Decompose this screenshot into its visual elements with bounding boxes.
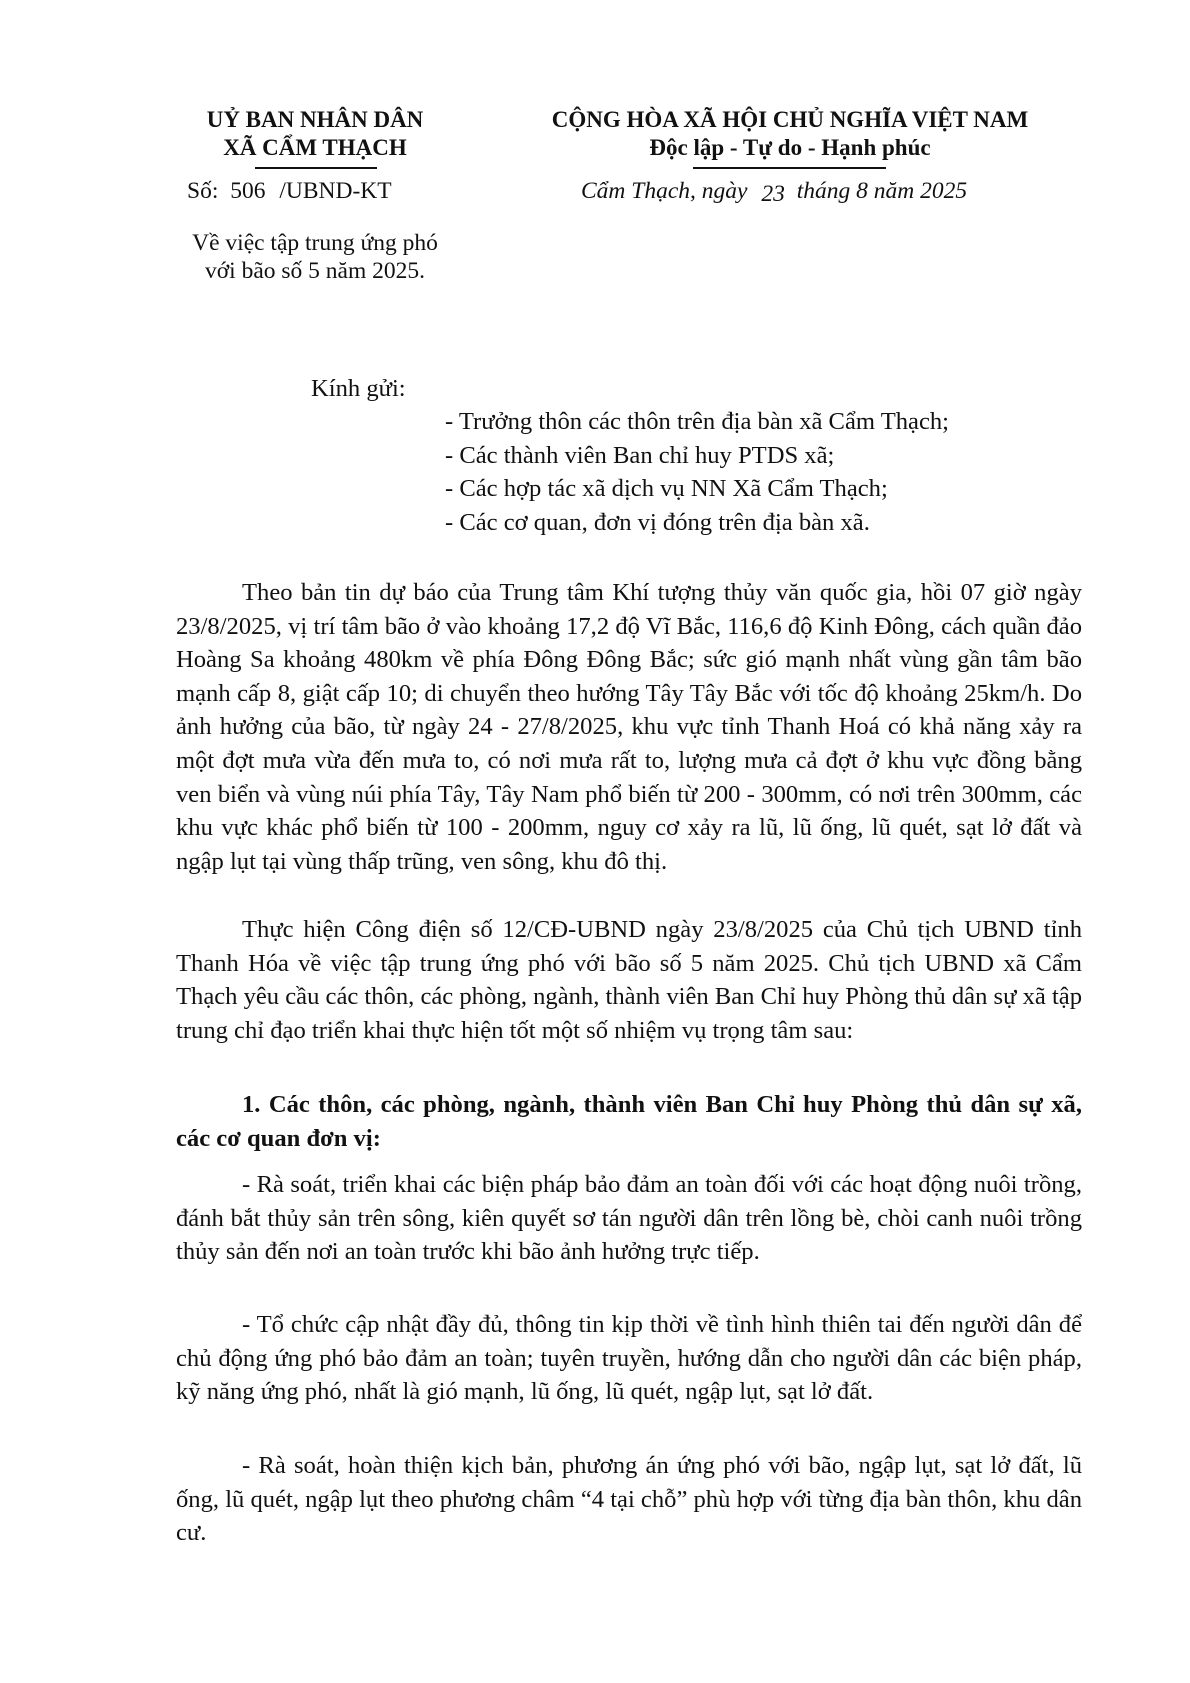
subject-line-2: với bão số 5 năm 2025. [205,258,425,284]
paragraph-text: Thực hiện Công điện số 12/CĐ-UBND ngày 23/8/2025 của Chủ tịch UBND tỉnh Thanh Hóa về việc tập trung ứng phó với bão số 5 năm 2025. Chủ tịch UBND xã Cẩm Thạch yêu cầu các thôn, các phòng, ngành, thành viên Ban Chỉ huy Phòng thủ dân sự xã tập trung chỉ đạo triển khai thực hiện tốt một số nhiệm vụ trọng tâm sau: [176,916,1082,1044]
issuer-underline [255,167,377,169]
document-number-value: 506 [230,178,266,204]
recipients-list [445,405,949,539]
recipient-item: - Các cơ quan, đơn vị đóng trên địa bàn xã. [445,508,870,536]
recipient-item: - Các hợp tác xã dịch vụ NN Xã Cẩm Thạch; [445,475,888,502]
national-title: CỘNG HÒA XÃ HỘI CHỦ NGHĨA VIỆT NAM [551,107,1029,132]
task-item-2 [176,1308,1082,1409]
motto-underline [693,167,886,169]
paragraph-text: Theo bản tin dự báo của Trung tâm Khí tượng thủy văn quốc gia, hồi 07 giờ ngày 23/8/2025, vị trí tâm bão ở vào khoảng 17,2 độ Vĩ Bắc, 116,6 độ Kinh Đông, cách quần đảo Hoàng Sa khoảng 480km về phía Đông Đông Bắc; sức gió mạnh nhất vùng gần tâm bão mạnh cấp 8, giật cấp 10; di chuyển theo hướng Tây Tây Bắc với tốc độ khoảng 25km/h. Do ảnh hưởng của bão, từ ngày 24 - 27/8/2025, khu vực tỉnh Thanh Hoá có khả năng xảy ra một đợt mưa vừa đến mưa to, có nơi mưa rất to, lượng mưa cả đợt ở khu vực đồng bằng ven biển và vùng núi phía Tây, Tây Nam phổ biến từ 200 - 300mm, có nơi trên 300mm, các khu vực khác phổ biến từ 100 - 200mm, nguy cơ xảy ra lũ, lũ ống, lũ quét, sạt lở đất và ngập lụt tại vùng thấp trũng, ven sông, khu đô thị. [176,579,1082,875]
document-number-suffix: /UBND-KT [279,178,392,204]
section-heading-text: 1. Các thôn, các phòng, ngành, thành viên Ban Chỉ huy Phòng thủ dân sự xã, các cơ quan đơn vị: [176,1091,1082,1152]
document-number [187,177,392,205]
task-item-text: - Tổ chức cập nhật đầy đủ, thông tin kịp thời về tình hình thiên tai đến người dân để chủ động ứng phó bảo đảm an toàn; tuyên truyền, hướng dẫn cho người dân các biện pháp, kỹ năng ứng phó, nhất là gió mạnh, lũ ống, lũ quét, ngập lụt, sạt lở đất. [176,1311,1082,1406]
document-number-prefix: Số: [187,178,219,204]
place-date [581,177,967,205]
date-rest: tháng 8 năm 2025 [796,178,968,204]
task-item-1 [176,1168,1082,1269]
task-item-text: - Rà soát, hoàn thiện kịch bản, phương án ứng phó với bão, ngập lụt, sạt lở đất, lũ ống, lũ quét, ngập lụt theo phương châm “4 tại chỗ” phù hợp với từng địa bàn thôn, khu dân cư. [176,1452,1082,1547]
task-item-3 [176,1449,1082,1550]
subject-line-1: Về việc tập trung ứng phó [192,230,438,256]
place-date-prefix: Cẩm Thạch, ngày [581,178,748,204]
body-paragraph-directive [176,913,1082,1047]
issuer-commune [150,134,480,162]
task-item-text: - Rà soát, triển khai các biện pháp bảo đảm an toàn đối với các hoạt động nuôi trồng, đánh bắt thủy sản trên sông, kiên quyết sơ tán người dân trên lồng bè, chòi canh nuôi trồng thủy sản đến nơi an toàn trước khi bão ảnh hưởng trực tiếp. [176,1171,1082,1266]
recipient-item: - Các thành viên Ban chỉ huy PTDS xã; [445,441,835,469]
date-day: 23 [761,181,785,207]
issuer-commune-text: XÃ CẨM THẠCH [223,135,407,160]
recipient-item: - Trưởng thôn các thôn trên địa bàn xã Cẩm Thạch; [445,408,949,435]
recipients-label: Kính gửi: [311,375,406,402]
national-motto: Độc lập - Tự do - Hạnh phúc [649,135,931,160]
issuer-org: UỶ BAN NHÂN DÂN [206,107,424,132]
body-paragraph-forecast [176,576,1082,878]
section-1-heading [176,1088,1082,1155]
